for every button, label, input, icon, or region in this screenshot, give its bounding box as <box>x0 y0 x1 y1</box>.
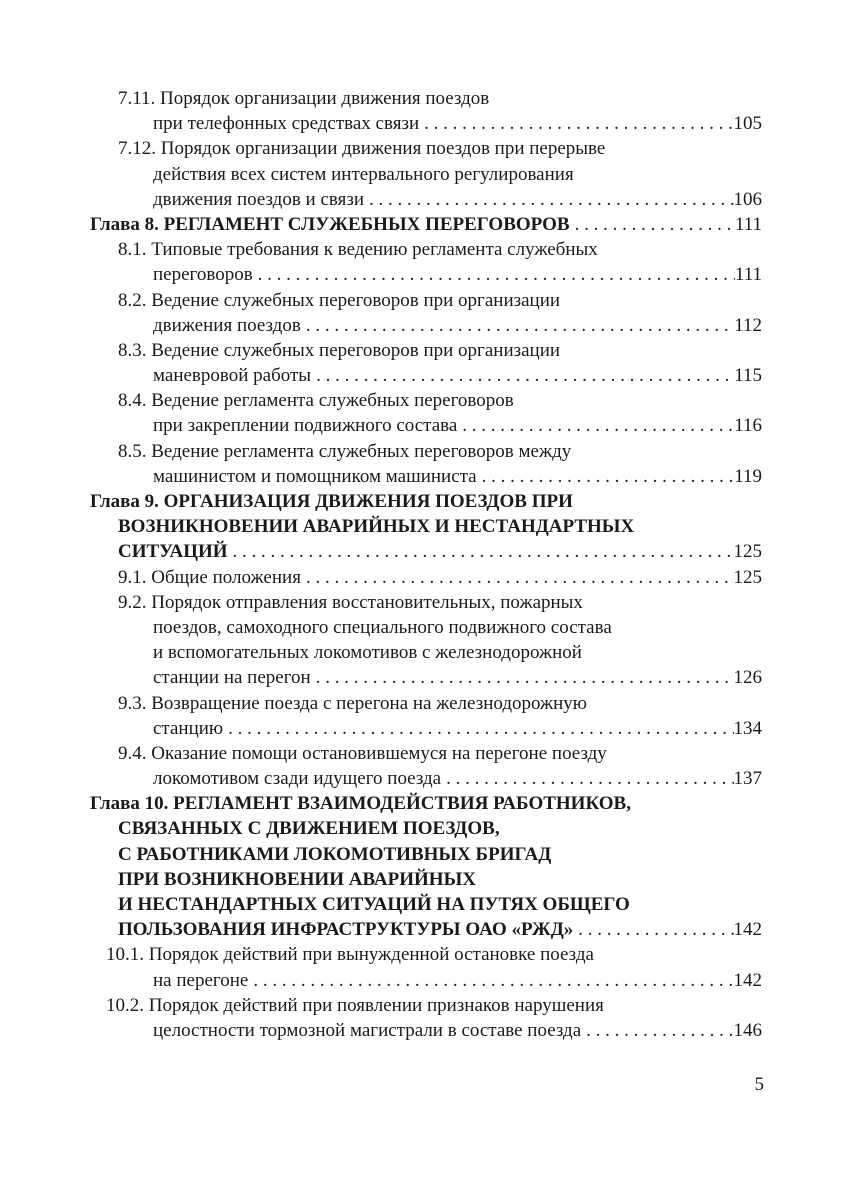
dot-leader <box>419 111 733 136</box>
toc-entry-8-4-leader <box>90 413 762 438</box>
toc-chapter-10-title <box>90 791 762 816</box>
toc-text: станцию <box>153 717 224 739</box>
toc-chapter-title: Глава 10. РЕГЛАМЕНТ ВЗАИМОДЕЙСТВИЯ РАБОТНИКОВ, <box>90 793 631 815</box>
dot-leader <box>253 262 735 287</box>
toc-text: на перегоне <box>153 969 249 991</box>
toc-chapter-title: И НЕСТАНДАРТНЫХ СИТУАЦИЙ НА ПУТЯХ ОБЩЕГО <box>118 894 630 915</box>
toc-text: 10.2. Порядок действий при появлении признаков нарушения <box>106 994 604 1016</box>
toc-page-number: 111 <box>734 213 762 235</box>
dot-leader <box>301 313 734 338</box>
toc-chapter-9-title <box>90 489 762 514</box>
toc-text: переговоров <box>153 264 253 286</box>
toc-chapter-title: Глава 8. РЕГЛАМЕНТ СЛУЖЕБНЫХ ПЕРЕГОВОРОВ <box>90 213 570 235</box>
toc-page-number: 105 <box>733 113 762 135</box>
toc-text: машинистом и помощником машиниста <box>153 465 477 487</box>
toc-chapter-8 <box>90 212 762 237</box>
toc-entry-9-4-title <box>90 741 762 766</box>
toc-text: 7.12. Порядок организации движения поездов при перерыве <box>118 138 606 160</box>
toc-page-number: 125 <box>733 566 762 588</box>
toc-chapter-title: ПОЛЬЗОВАНИЯ ИНФРАСТРУКТУРЫ ОАО «РЖД» <box>118 919 574 941</box>
toc-entry-10-1-leader <box>90 968 762 993</box>
dot-leader <box>573 917 733 942</box>
toc-chapter-title: ВОЗНИКНОВЕНИИ АВАРИЙНЫХ И НЕСТАНДАРТНЫХ <box>118 516 635 538</box>
toc-page-number: 116 <box>734 415 762 437</box>
toc-page-number: 142 <box>733 919 762 941</box>
toc-text: 8.2. Ведение служебных переговоров при организации <box>118 289 561 311</box>
toc-entry-8-1-leader <box>90 262 762 287</box>
toc-entry-9-3-leader <box>90 716 762 741</box>
toc-entry-9-4-leader <box>90 766 762 791</box>
toc-page-number: 126 <box>733 667 762 689</box>
toc-text: движения поездов и связи <box>153 188 365 210</box>
toc-entry-8-4-title <box>90 388 762 413</box>
toc-entry-7-12-leader <box>90 187 762 212</box>
toc-text: целостности тормозной магистрали в составе поезда <box>153 1019 582 1041</box>
toc-text: 9.1. Общие положения <box>118 566 301 588</box>
toc-entry-9-2-leader <box>90 665 762 690</box>
toc-entry-9-1 <box>90 565 762 590</box>
toc-text: 9.2. Порядок отправления восстановительных, пожарных <box>118 591 583 613</box>
toc-chapter-10-leader <box>90 917 762 942</box>
toc-page-number: 137 <box>733 768 762 790</box>
toc-text: 8.1. Типовые требования к ведению регламента служебных <box>118 239 598 261</box>
dot-leader <box>223 716 733 741</box>
toc-text: 8.5. Ведение регламента служебных переговоров между <box>118 440 572 462</box>
dot-leader <box>364 187 733 212</box>
toc-entry-8-3-title <box>90 338 762 363</box>
toc-entry-8-2-leader <box>90 313 762 338</box>
toc-page-number: 134 <box>733 717 762 739</box>
toc-chapter-9-cont <box>90 514 762 539</box>
toc-page-number: 111 <box>734 264 762 286</box>
toc-chapter-title: СИТУАЦИЙ <box>118 541 228 563</box>
toc-entry-10-2-title <box>90 993 762 1018</box>
toc-entry-9-3-title <box>90 691 762 716</box>
toc-text: локомотивом сзади идущего поезда <box>153 768 442 790</box>
toc-page-number: 146 <box>733 1019 762 1041</box>
dot-leader <box>441 766 733 791</box>
toc-page-number: 106 <box>733 188 762 210</box>
toc-page-number: 142 <box>733 969 762 991</box>
toc-text: 9.3. Возвращение поезда с перегона на железнодорожную <box>118 692 587 714</box>
toc-entry-7-12-title <box>90 136 762 161</box>
dot-leader <box>457 413 734 438</box>
dot-leader <box>581 1018 733 1043</box>
toc-entry-9-2-cont <box>90 640 762 665</box>
toc-page-number: 125 <box>733 541 762 563</box>
dot-leader <box>228 539 734 564</box>
toc-entry-9-2-title <box>90 590 762 615</box>
toc-chapter-10-cont <box>90 816 762 841</box>
toc-entry-10-2-leader <box>90 1018 762 1043</box>
toc-entry-7-11-leader <box>90 111 762 136</box>
toc-chapter-9-leader <box>90 539 762 564</box>
toc-text: 9.4. Оказание помощи остановившемуся на перегоне поезду <box>118 742 607 764</box>
toc-text: маневровой работы <box>153 365 312 387</box>
dot-leader <box>477 464 735 489</box>
toc-entry-7-12-cont <box>90 162 762 187</box>
toc-entry-8-5-title <box>90 439 762 464</box>
toc-chapter-title: СВЯЗАННЫХ С ДВИЖЕНИЕМ ПОЕЗДОВ, <box>118 818 500 840</box>
toc-chapter-title: ПРИ ВОЗНИКНОВЕНИИ АВАРИЙНЫХ <box>118 868 476 890</box>
page-number: 5 <box>754 1074 764 1095</box>
toc-chapter-10-cont <box>90 892 762 917</box>
dot-leader <box>311 363 734 388</box>
toc-text: 10.1. Порядок действий при вынужденной остановке поезда <box>106 944 594 966</box>
toc-page-number: 115 <box>734 365 762 387</box>
toc-page-number: 119 <box>734 465 762 487</box>
toc-chapter-10-cont <box>90 842 762 867</box>
toc-entry-8-1-title <box>90 237 762 262</box>
toc-entry-9-2-cont <box>90 615 762 640</box>
toc-page-number: 112 <box>734 314 762 336</box>
dot-leader <box>248 968 733 993</box>
toc-chapter-title: Глава 9. ОРГАНИЗАЦИЯ ДВИЖЕНИЯ ПОЕЗДОВ ПРИ <box>90 491 573 512</box>
toc-entry-8-5-leader <box>90 464 762 489</box>
toc-text: 8.4. Ведение регламента служебных переговоров <box>118 390 514 412</box>
table-of-contents <box>90 86 762 1043</box>
toc-text: 7.11. Порядок организации движения поездов <box>118 88 490 109</box>
toc-entry-8-2-title <box>90 288 762 313</box>
toc-text: при закреплении подвижного состава <box>153 415 458 437</box>
dot-leader <box>311 665 734 690</box>
toc-text: поездов, самоходного специального подвижного состава <box>153 616 612 638</box>
toc-text: и вспомогательных локомотивов с железнодорожной <box>153 642 582 664</box>
dot-leader <box>301 565 734 590</box>
toc-chapter-10-cont <box>90 867 762 892</box>
dot-leader <box>570 212 735 237</box>
toc-entry-7-11-title <box>90 86 762 111</box>
toc-entry-8-3-leader <box>90 363 762 388</box>
toc-text: при телефонных средствах связи <box>153 113 420 135</box>
toc-text: станции на перегон <box>153 667 311 689</box>
toc-entry-10-1-title <box>90 942 762 967</box>
toc-text: 8.3. Ведение служебных переговоров при организации <box>118 339 561 361</box>
toc-text: движения поездов <box>153 314 301 336</box>
toc-chapter-title: С РАБОТНИКАМИ ЛОКОМОТИВНЫХ БРИГАД <box>118 843 552 865</box>
toc-text: действия всех систем интервального регулирования <box>153 163 574 185</box>
